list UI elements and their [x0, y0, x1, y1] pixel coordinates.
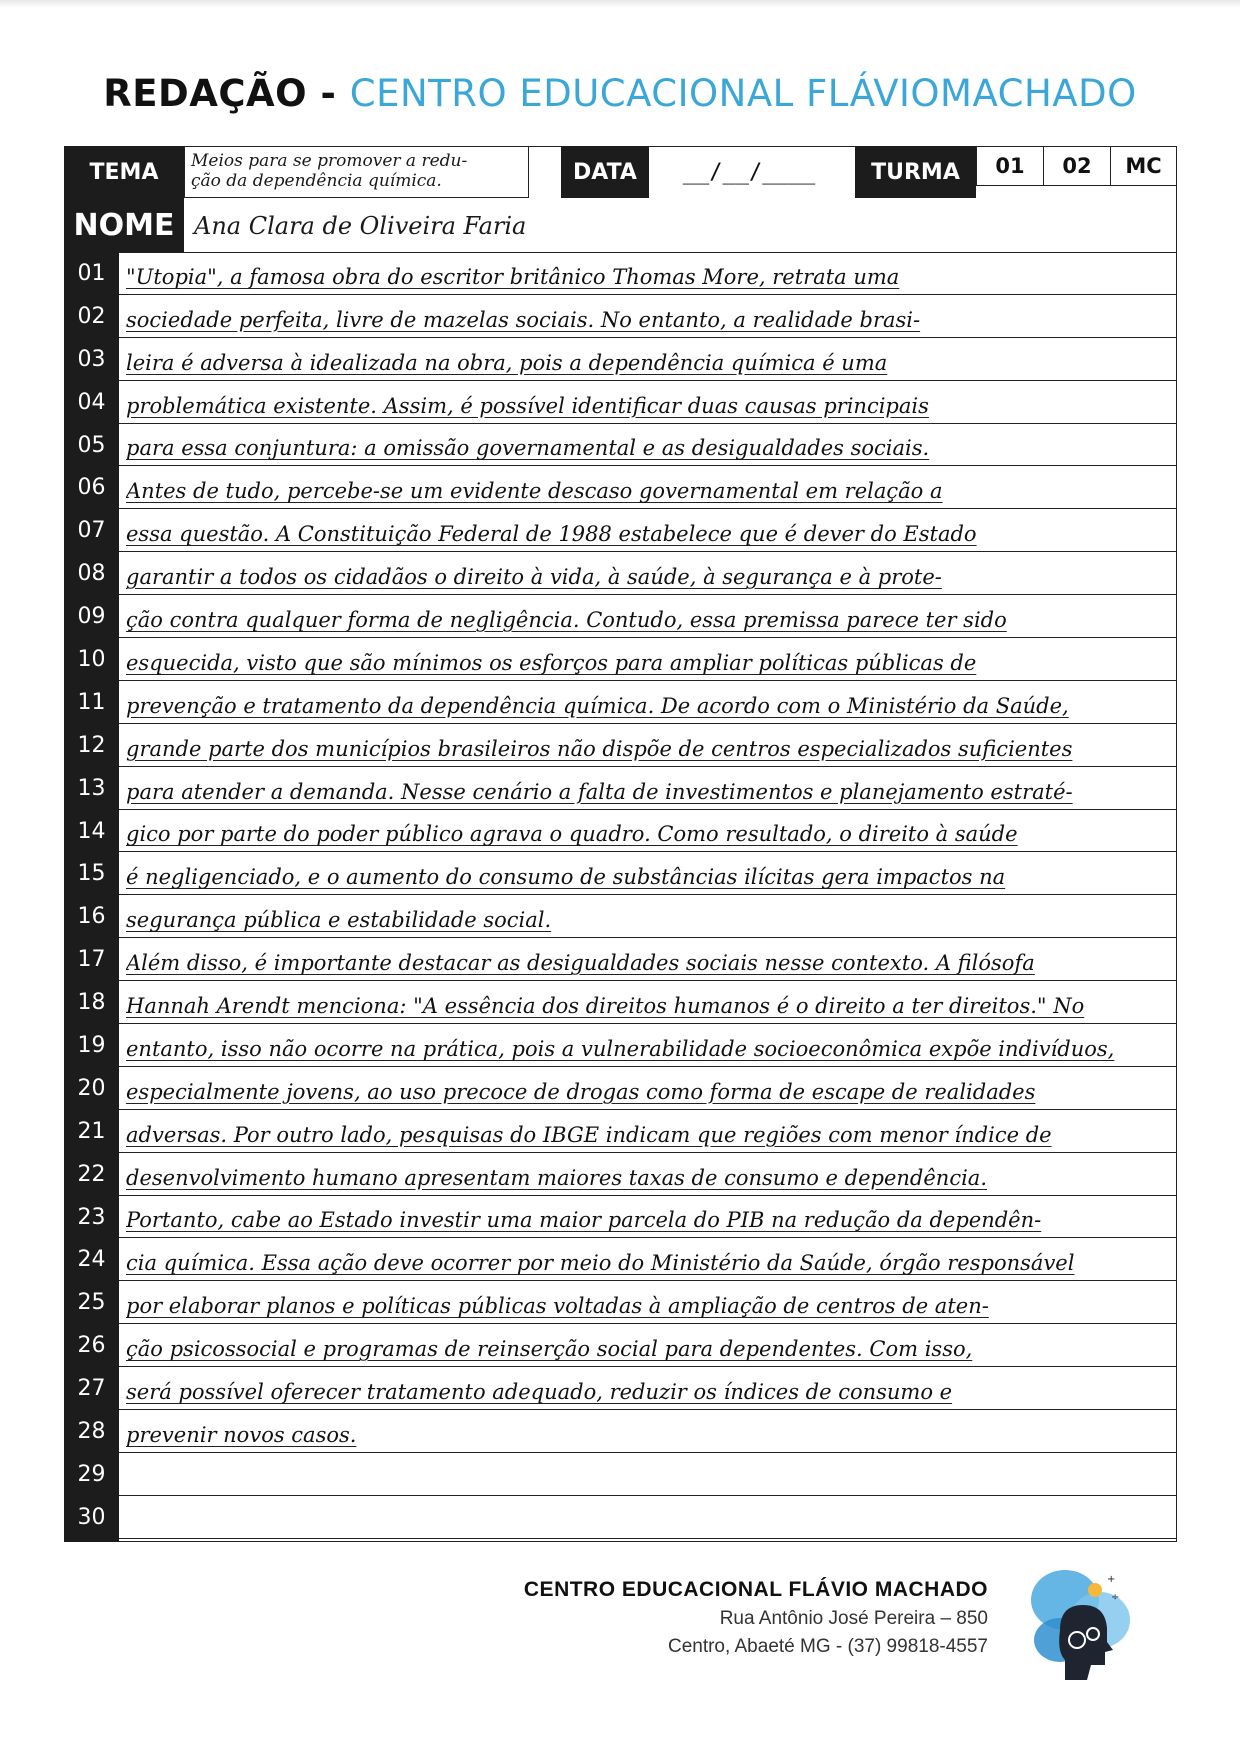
svg-text:+: + [1107, 1574, 1116, 1585]
essay-line[interactable] [64, 1496, 1177, 1539]
title-bold: REDAÇÃO - [103, 72, 350, 115]
tema-value-line2: ção da dependência química. [191, 171, 442, 191]
data-label: DATA [561, 146, 649, 198]
essay-line[interactable] [64, 1410, 1177, 1453]
nome-value: Ana Clara de Oliveira Faria [194, 212, 527, 240]
line-text: especialmente jovens, ao uso precoce de drogas como forma de escape de realidades [126, 1079, 1036, 1104]
line-text: esquecida, visto que são mínimos os esforços para ampliar políticas públicas de [126, 650, 977, 675]
line-number: 15 [77, 861, 106, 887]
line-text: entanto, isso não ocorre na prática, pois a vulnerabilidade socioeconômica expõe indivíduos, [126, 1036, 1115, 1061]
turma-label: TURMA [855, 146, 976, 198]
essay-line[interactable] [64, 1153, 1177, 1196]
school-logo-icon [1025, 1560, 1135, 1690]
line-number: 20 [77, 1075, 106, 1101]
line-number: 02 [77, 303, 106, 329]
line-number: 05 [77, 432, 106, 458]
essay-line[interactable] [64, 938, 1177, 981]
line-text: cia química. Essa ação deve ocorrer por meio do Ministério da Saúde, órgão responsável [126, 1251, 1075, 1276]
essay-line[interactable] [64, 552, 1177, 595]
line-number: 11 [77, 689, 106, 715]
line-number: 19 [77, 1032, 106, 1058]
line-text: "Utopia", a famosa obra do escritor britânico Thomas More, retrata uma [126, 264, 900, 289]
line-number: 08 [77, 561, 106, 587]
essay-line[interactable] [64, 1024, 1177, 1067]
essay-line[interactable] [64, 338, 1177, 381]
svg-text:÷: ÷ [1111, 1592, 1120, 1603]
line-text: Hannah Arendt menciona: "A essência dos direitos humanos é o direito a ter direitos." No [126, 994, 1085, 1019]
line-text: garantir a todos os cidadãos o direito à vida, à saúde, à segurança e à prote- [126, 565, 942, 590]
title-light: CENTRO EDUCACIONAL FLÁVIOMACHADO [349, 72, 1137, 115]
form-header-row [64, 146, 1177, 198]
essay-line[interactable] [64, 1110, 1177, 1153]
essay-line[interactable] [64, 295, 1177, 338]
essay-line[interactable] [64, 895, 1177, 938]
line-rule [119, 1538, 1177, 1539]
line-number: 30 [77, 1504, 106, 1530]
nome-label: NOME [64, 198, 184, 252]
line-number: 16 [77, 904, 106, 930]
line-text: grande parte dos municípios brasileiros não dispõe de centros especializados suficientes [126, 736, 1073, 761]
line-text: é negligenciado, e o aumento do consumo de substâncias ilícitas gera impactos na [126, 865, 1006, 890]
line-text: será possível oferecer tratamento adequado, reduzir os índices de consumo e [126, 1380, 953, 1405]
line-number: 27 [77, 1376, 106, 1402]
essay-line[interactable] [64, 981, 1177, 1024]
line-number: 14 [77, 818, 106, 844]
line-text: desenvolvimento humano apresentam maiores taxas de consumo e dependência. [126, 1165, 987, 1190]
line-number: 03 [77, 346, 106, 372]
line-text: sociedade perfeita, livre de mazelas sociais. No entanto, a realidade brasi- [126, 307, 921, 332]
essay-line[interactable] [64, 1453, 1177, 1496]
line-text: problemática existente. Assim, é possível identificar duas causas principais [126, 393, 929, 418]
line-number: 22 [77, 1161, 106, 1187]
line-number: 17 [77, 947, 106, 973]
tema-field[interactable] [184, 146, 529, 198]
line-text: essa questão. A Constituição Federal de 1988 estabelece que é dever do Estado [126, 522, 977, 547]
scan-edge [0, 0, 1240, 8]
footer [524, 1578, 988, 1658]
data-field[interactable]: __/__/____ [682, 159, 816, 185]
essay-line[interactable] [64, 252, 1177, 295]
line-number: 28 [77, 1418, 106, 1444]
essay-line[interactable] [64, 509, 1177, 552]
tema-label: TEMA [64, 146, 184, 198]
line-text: Além disso, é importante destacar as desigualdades sociais nesse contexto. A filósofa [126, 951, 1035, 976]
line-text: adversas. Por outro lado, pesquisas do IBGE indicam que regiões com menor índice de [126, 1122, 1052, 1147]
line-number: 09 [77, 604, 106, 630]
line-number: 21 [77, 1118, 106, 1144]
tema-value-line1: Meios para se promover a redu- [191, 151, 468, 171]
essay-line[interactable] [64, 1196, 1177, 1239]
line-number: 01 [77, 260, 106, 286]
page-title [0, 72, 1240, 115]
footer-city-phone: Centro, Abaeté MG - (37) 99818-4557 [667, 1636, 988, 1657]
essay-line[interactable] [64, 1324, 1177, 1367]
line-text: por elaborar planos e políticas públicas voltadas à ampliação de centros de aten- [126, 1294, 989, 1319]
line-text: prevenir novos casos. [126, 1422, 357, 1447]
footer-address: Rua Antônio José Pereira – 850 [719, 1608, 988, 1629]
line-number: 18 [77, 990, 106, 1016]
turma-option-02[interactable]: 02 [1043, 146, 1111, 186]
essay-line[interactable] [64, 638, 1177, 681]
essay-line[interactable] [64, 1281, 1177, 1324]
line-number: 04 [77, 389, 106, 415]
essay-line[interactable] [64, 595, 1177, 638]
line-text: para essa conjuntura: a omissão governamental e as desigualdades sociais. [126, 436, 930, 461]
nome-field[interactable] [119, 204, 1177, 253]
essay-line[interactable] [64, 381, 1177, 424]
line-text: para atender a demanda. Nesse cenário a falta de investimentos e planejamento estraté- [126, 779, 1073, 804]
essay-line[interactable] [64, 767, 1177, 810]
essay-lines [64, 252, 1177, 1539]
line-number: 25 [77, 1290, 106, 1316]
line-text: ção contra qualquer forma de negligência. Contudo, essa premissa parece ter sido [126, 608, 1007, 633]
line-text: segurança pública e estabilidade social. [126, 908, 552, 933]
line-number: 26 [77, 1333, 106, 1359]
essay-line[interactable] [64, 1238, 1177, 1281]
line-text: prevenção e tratamento da dependência química. De acordo com o Ministério da Saúde, [126, 693, 1069, 718]
line-text: ção psicossocial e programas de reinserção social para dependentes. Com isso, [126, 1337, 973, 1362]
line-text: leira é adversa à idealizada na obra, pois a dependência química é uma [126, 350, 888, 375]
line-number: 29 [77, 1461, 106, 1487]
line-number: 13 [77, 775, 106, 801]
line-text: Portanto, cabe ao Estado investir uma maior parcela do PIB na redução da dependên- [126, 1208, 1042, 1233]
line-text: gico por parte do poder público agrava o quadro. Como resultado, o direito à saúde [126, 822, 1018, 847]
line-number: 24 [77, 1247, 106, 1273]
essay-line[interactable] [64, 1367, 1177, 1410]
essay-line[interactable] [64, 424, 1177, 467]
line-number: 12 [77, 732, 106, 758]
line-number: 06 [77, 475, 106, 501]
line-text: Antes de tudo, percebe-se um evidente descaso governamental em relação a [126, 479, 943, 504]
essay-line[interactable] [64, 1067, 1177, 1110]
essay-line[interactable] [64, 852, 1177, 895]
line-number: 23 [77, 1204, 106, 1230]
essay-line[interactable] [64, 466, 1177, 509]
essay-line[interactable] [64, 810, 1177, 853]
essay-line[interactable] [64, 724, 1177, 767]
line-number: 10 [77, 646, 106, 672]
turma-option-mc[interactable]: MC [1110, 146, 1177, 186]
footer-school-name: CENTRO EDUCACIONAL FLÁVIO MACHADO [523, 1578, 988, 1601]
line-number: 07 [77, 518, 106, 544]
turma-option-01[interactable]: 01 [976, 146, 1044, 186]
essay-line[interactable] [64, 681, 1177, 724]
